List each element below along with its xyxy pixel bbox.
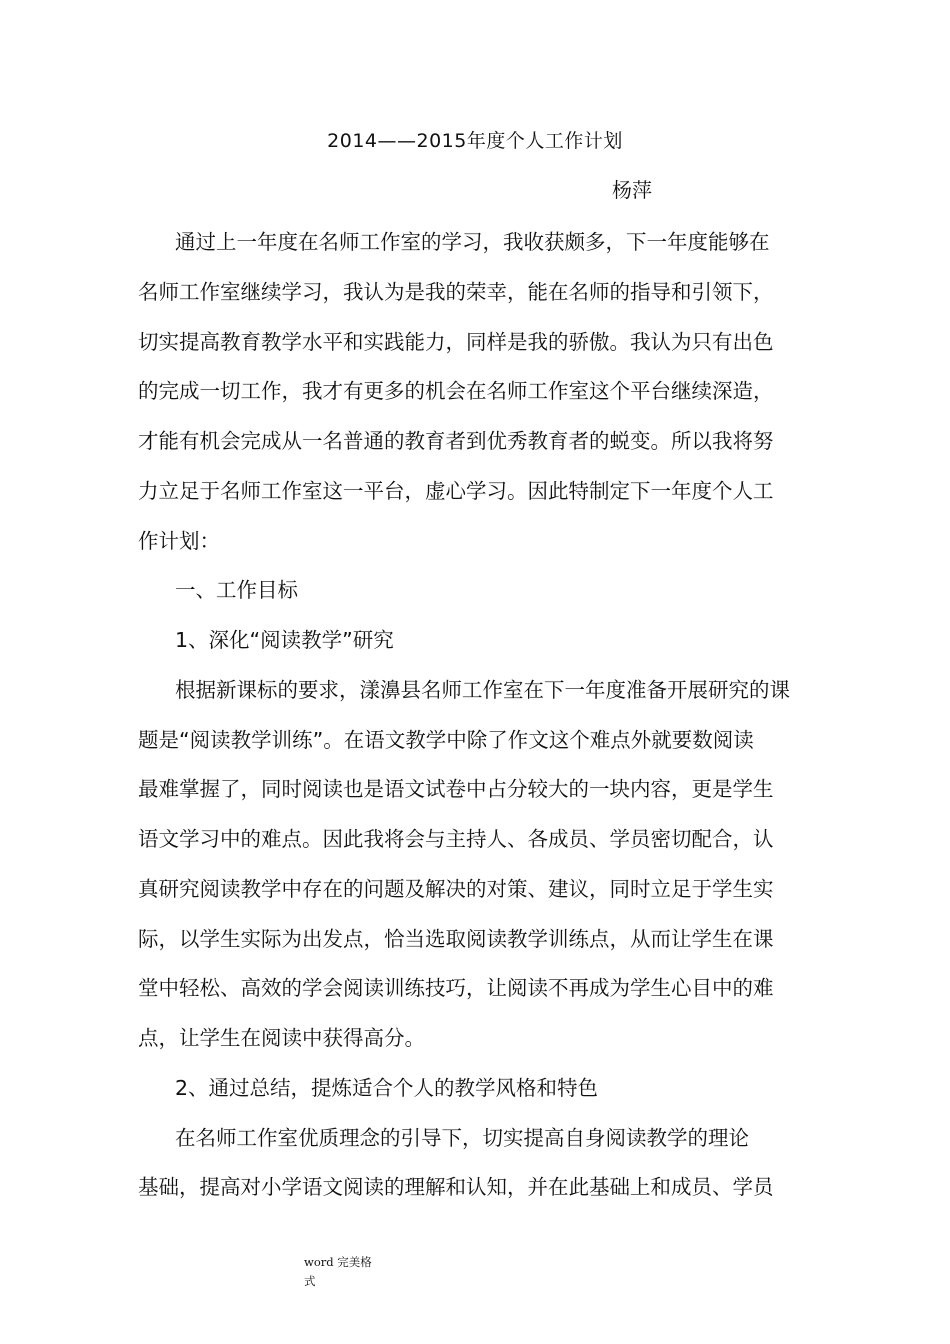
paragraph-line: 堂中轻松、高效的学会阅读训练技巧，让阅读不再成为学生心目中的难 (138, 976, 774, 1000)
author-name: 杨萍 (612, 178, 652, 202)
paragraph-line: 切实提高教育教学水平和实践能力，同样是我的骄傲。我认为只有出色 (138, 330, 774, 354)
paragraph-line: 根据新课标的要求，漾濞县名师工作室在下一年度准备开展研究的课 (175, 678, 790, 702)
paragraph-line: 基础，提高对小学语文阅读的理解和认知，并在此基础上和成员、学员 (138, 1175, 774, 1199)
paragraph-line: 通过上一年度在名师工作室的学习，我收获颇多，下一年度能够在 (175, 230, 770, 254)
paragraph-line: 语文学习中的难点。因此我将会与主持人、各成员、学员密切配合，认 (138, 827, 774, 851)
paragraph-line: 最难掌握了，同时阅读也是语文试卷中占分较大的一块内容，更是学生 (138, 777, 774, 801)
document-title: 2014——2015年度个人工作计划 (327, 130, 623, 152)
footer-line: word 完美格 (304, 1255, 372, 1269)
paragraph-line: 的完成一切工作，我才有更多的机会在名师工作室这个平台继续深造， (138, 379, 774, 403)
subsection-heading: 2、通过总结，提炼适合个人的教学风格和特色 (175, 1076, 599, 1100)
paragraph-line: 题是“阅读教学训练”。在语文教学中除了作文这个难点外就要数阅读 (138, 728, 754, 752)
paragraph-line: 际，以学生实际为出发点，恰当选取阅读教学训练点，从而让学生在课 (138, 927, 774, 951)
paragraph-line: 才能有机会完成从一名普通的教育者到优秀教育者的蜕变。所以我将努 (138, 429, 774, 453)
footer-line: 式 (304, 1274, 316, 1288)
paragraph-line: 真研究阅读教学中存在的问题及解决的对策、建议，同时立足于学生实 (138, 877, 774, 901)
paragraph-line: 点，让学生在阅读中获得高分。 (138, 1026, 425, 1050)
page-footer (304, 1253, 394, 1291)
paragraph-line: 在名师工作室优质理念的引导下，切实提高自身阅读教学的理论 (175, 1126, 749, 1150)
subsection-heading: 1、深化“阅读教学”研究 (175, 628, 394, 652)
paragraph-line: 力立足于名师工作室这一平台，虚心学习。因此特制定下一年度个人工 (138, 479, 774, 503)
section-heading: 一、工作目标 (175, 578, 298, 602)
paragraph-line: 作计划： (138, 529, 220, 553)
paragraph-line: 名师工作室继续学习，我认为是我的荣幸，能在名师的指导和引领下， (138, 280, 774, 304)
